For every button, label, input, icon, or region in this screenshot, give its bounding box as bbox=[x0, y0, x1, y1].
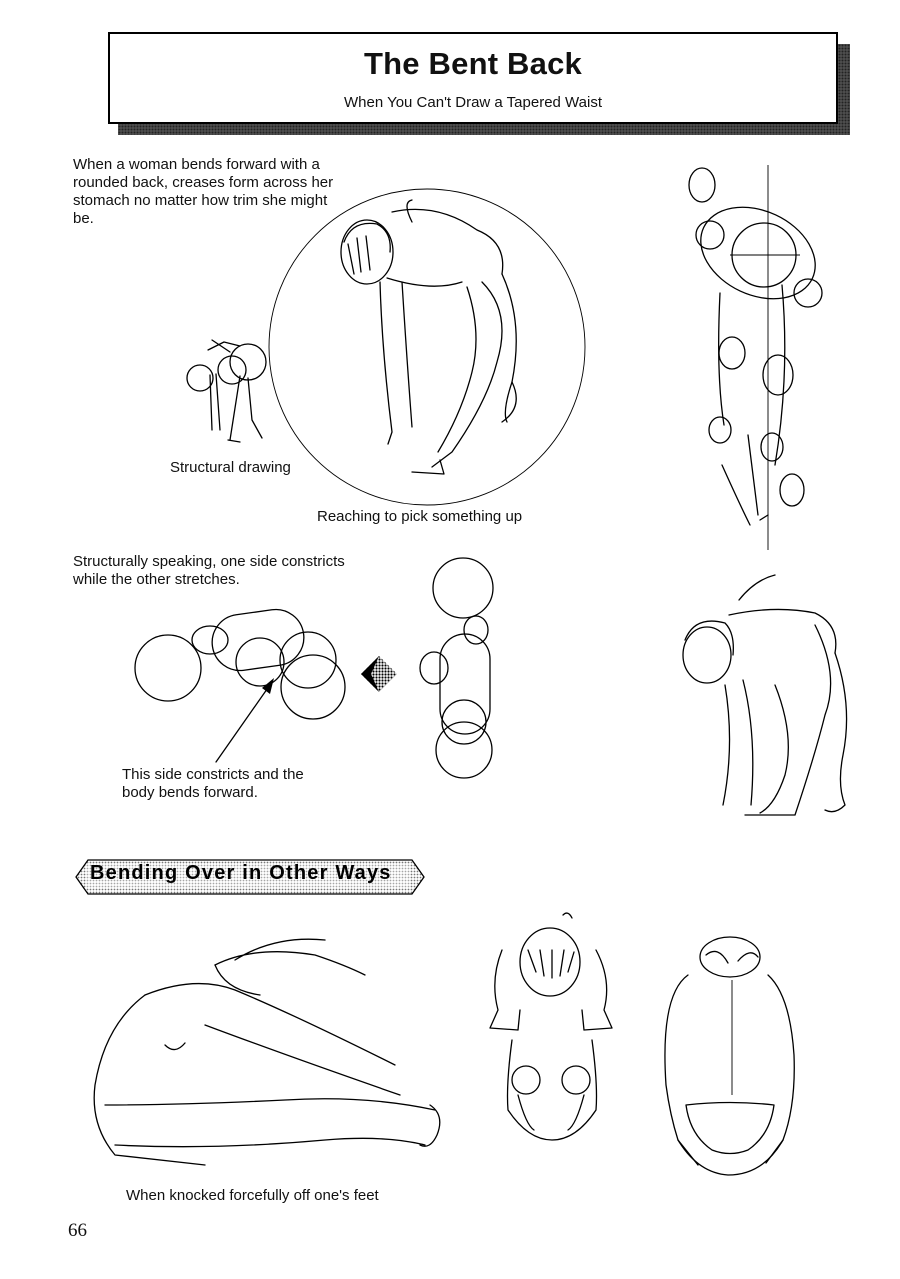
structural-diagram-right bbox=[680, 165, 820, 550]
callout-constricts-text: This side constricts and the body bends forward. bbox=[122, 766, 304, 801]
seated-forward-bend-figure bbox=[85, 935, 455, 1175]
stick-structural-figure bbox=[182, 330, 282, 445]
page-number: 66 bbox=[68, 1220, 87, 1241]
intro-text-rounded-back: When a woman bends forward with a rounded back, creases form across her stomach no matter how trim she might be. bbox=[73, 156, 334, 227]
crouching-back-figure bbox=[658, 935, 808, 1180]
section-heading-bending-over: Bending Over in Other Ways bbox=[90, 862, 392, 884]
kneeling-front-figure bbox=[488, 910, 618, 1150]
reaching-figure-illustration bbox=[262, 182, 592, 512]
page-subtitle: When You Can't Draw a Tapered Waist bbox=[343, 94, 602, 111]
caption-structural-drawing: Structural drawing bbox=[170, 459, 291, 476]
caption-knocked-off-feet: When knocked forcefully off one's feet bbox=[126, 1187, 379, 1204]
page-title: The Bent Back bbox=[364, 46, 582, 81]
title-box bbox=[108, 32, 838, 124]
callout-arrow bbox=[210, 672, 280, 767]
straight-torso-diagram bbox=[418, 550, 508, 790]
caption-reaching: Reaching to pick something up bbox=[317, 508, 523, 525]
intro-text-structural: Structurally speaking, one side constricts while the other stretches. bbox=[73, 553, 345, 588]
bending-over-figure bbox=[665, 575, 855, 825]
dotted-arrow-marker bbox=[357, 652, 402, 697]
